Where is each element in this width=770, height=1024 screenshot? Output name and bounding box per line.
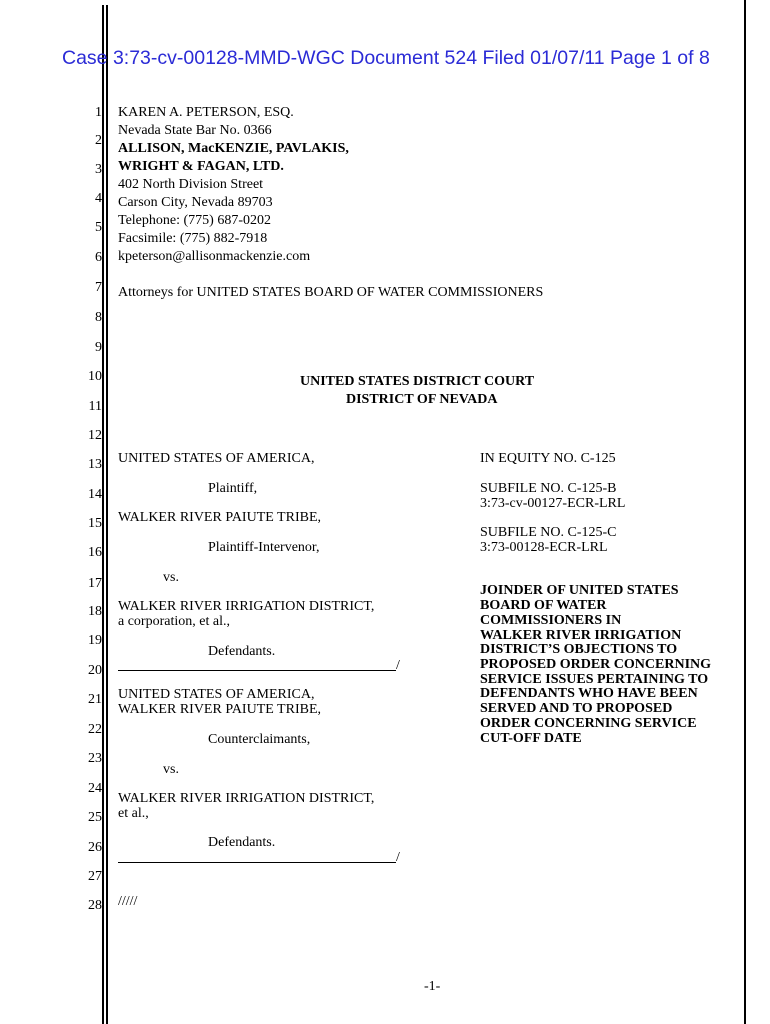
versus-2: vs. [163, 762, 179, 777]
line-number: 20 [88, 663, 102, 678]
line-number: 9 [95, 340, 102, 355]
title-line: ORDER CONCERNING SERVICE [480, 716, 697, 731]
line-number: 17 [88, 576, 102, 591]
caption-divider-2 [118, 862, 396, 863]
attorney-email: kpeterson@allisonmackenzie.com [118, 249, 311, 264]
title-line: DISTRICT’S OBJECTIONS TO [480, 642, 678, 657]
equity-number: IN EQUITY NO. C-125 [480, 451, 616, 466]
title-line: CUT-OFF DATE [480, 731, 582, 746]
title-line: BOARD OF WATER [480, 598, 607, 613]
firm-street: 402 North Division Street [118, 177, 264, 192]
line-number: 13 [88, 457, 102, 472]
title-line: SERVICE ISSUES PERTAINING TO [480, 672, 709, 687]
firm-facsimile: Facsimile: (775) 882-7918 [118, 231, 268, 246]
subfile-b-case: 3:73-cv-00127-ECR-LRL [480, 496, 626, 511]
line-number: 25 [88, 810, 102, 825]
right-margin-rule [744, 0, 746, 1024]
court-district: DISTRICT OF NEVADA [346, 392, 498, 407]
firm-city: Carson City, Nevada 89703 [118, 195, 273, 210]
party-defendant-1b: a corporation, et al., [118, 614, 230, 629]
caption-divider-1 [118, 670, 396, 671]
line-number: 4 [95, 191, 102, 206]
line-number: 21 [88, 692, 102, 707]
title-line: COMMISSIONERS IN [480, 613, 622, 628]
line-number: 19 [88, 633, 102, 648]
subfile-c: SUBFILE NO. C-125-C [480, 525, 617, 540]
line-number: 22 [88, 722, 102, 737]
role-defendants-2: Defendants. [208, 835, 276, 850]
attorney-name: KAREN A. PETERSON, ESQ. [118, 105, 294, 120]
line-number: 27 [88, 869, 102, 884]
line-number: 15 [88, 516, 102, 531]
line-number: 16 [88, 545, 102, 560]
subfile-b: SUBFILE NO. C-125-B [480, 481, 617, 496]
party-plaintiff: UNITED STATES OF AMERICA, [118, 451, 315, 466]
caption-slash-1: / [396, 658, 400, 673]
role-counterclaimants: Counterclaimants, [208, 732, 311, 747]
attorneys-for: Attorneys for UNITED STATES BOARD OF WATER COMMISSIONERS [118, 285, 544, 300]
line-number: 6 [95, 250, 102, 265]
line-number: 1 [95, 105, 102, 120]
title-line: PROPOSED ORDER CONCERNING [480, 657, 712, 672]
party-defendant-2a: WALKER RIVER IRRIGATION DISTRICT, [118, 791, 375, 806]
attorney-bar-number: Nevada State Bar No. 0366 [118, 123, 272, 138]
party-counterclaimant-2: WALKER RIVER PAIUTE TRIBE, [118, 702, 321, 717]
party-defendant-1a: WALKER RIVER IRRIGATION DISTRICT, [118, 599, 375, 614]
role-plaintiff: Plaintiff, [208, 481, 258, 496]
case-header-stamp: Case 3:73-cv-00128-MMD-WGC Document 524 Filed 01/07/11 Page 1 of 8 [62, 47, 710, 69]
caption-slash-2: / [396, 850, 400, 865]
line-number: 10 [88, 369, 102, 384]
firm-telephone: Telephone: (775) 687-0202 [118, 213, 271, 228]
party-counterclaimant-1: UNITED STATES OF AMERICA, [118, 687, 315, 702]
line-number: 14 [88, 487, 102, 502]
title-line: JOINDER OF UNITED STATES [480, 583, 679, 598]
title-line: SERVED AND TO PROPOSED [480, 701, 673, 716]
line-number: 11 [88, 399, 102, 414]
line-number: 26 [88, 840, 102, 855]
page-number: -1- [424, 979, 441, 994]
line-number: 28 [88, 898, 102, 913]
line-number: 8 [95, 310, 102, 325]
left-margin-rule-2 [106, 5, 108, 1024]
line-number: 5 [95, 220, 102, 235]
left-margin-rule-1 [102, 5, 104, 1024]
line-number: 3 [95, 162, 102, 177]
line-number: 12 [88, 428, 102, 443]
party-defendant-2b: et al., [118, 806, 149, 821]
role-intervenor: Plaintiff-Intervenor, [208, 540, 320, 555]
line-number: 23 [88, 751, 102, 766]
line-number: 24 [88, 781, 102, 796]
subfile-c-case: 3:73-00128-ECR-LRL [480, 540, 608, 555]
versus-1: vs. [163, 570, 179, 585]
party-intervenor: WALKER RIVER PAIUTE TRIBE, [118, 510, 321, 525]
line-number: 18 [88, 604, 102, 619]
continuation-marker: ///// [118, 894, 138, 909]
title-line: WALKER RIVER IRRIGATION [480, 628, 682, 643]
law-firm-line-2: WRIGHT & FAGAN, LTD. [118, 159, 284, 174]
law-firm-line-1: ALLISON, MacKENZIE, PAVLAKIS, [118, 141, 349, 156]
title-line: DEFENDANTS WHO HAVE BEEN [480, 686, 698, 701]
court-name: UNITED STATES DISTRICT COURT [300, 374, 535, 389]
line-number: 7 [95, 280, 102, 295]
role-defendants-1: Defendants. [208, 644, 276, 659]
line-number: 2 [95, 133, 102, 148]
